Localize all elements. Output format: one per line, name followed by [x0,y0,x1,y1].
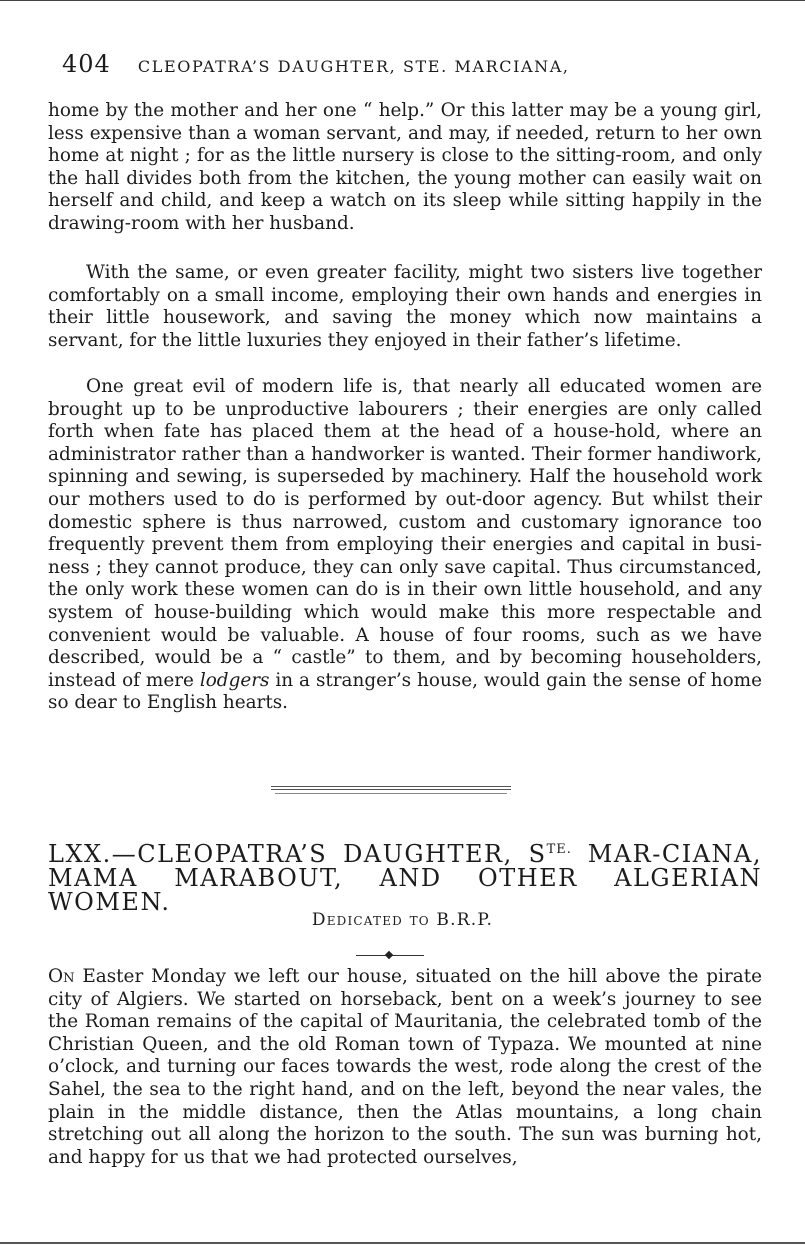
section-separator-rule-lower [275,793,507,794]
running-head: CLEOPATRA’S DAUGHTER, STE. MARCIANA, [137,57,570,76]
opening-word: On [48,966,75,987]
paragraph-educated-women [48,376,762,715]
diamond-ornament-icon [385,951,393,959]
ornamental-divider [356,951,424,961]
dedication: Dedicated to B.R.P. [311,910,494,930]
page-number: 404 [62,50,111,78]
paragraph-two-sisters [48,262,762,352]
paragraph-continued [48,100,762,236]
chapter-title-text-continued: MAR-CIANA, MAMA MARABOUT, AND OTHER ALGERIAN WOMEN. [48,840,762,916]
paragraph-easter-monday [48,966,762,1169]
chapter-title-text: LXX.—CLEOPATRA’S DAUGHTER, S [48,840,547,868]
paragraph-text: Easter Monday we left our house, situated on the hill above the pirate city of Algiers. We started on horseback, bent on a week’s journey to see the Roman remains of the capital of Mauritania, the celebrated tomb of the Christian Queen, and the old Roman town of Typaza. We mounted at nine o’clock, and turning our faces towards the west, rode along the crest of the Sahel, the sea to the right hand, and on the left, beyond the near vales, the plain in the middle distance, then the Atlas mountains, a long chain stretching out all along the horizon to the south. The sun was burning hot, and happy for us that we had protected ourselves, [48,966,762,1168]
emphasis-lodgers: lodgers [199,669,270,691]
paragraph-text: in a stranger’s house, would gain the sense of home so dear to English hearts. [48,669,763,714]
paragraph-text: home by the mother and her one “ help.” Or this latter may be a young girl, less expensive than a woman servant, and may, if needed, return to her own home at night ; for as the little nursery is close to the sitting-room, and only the hall divides both from the kitchen, the young mother can easily wait on herself and child, and keep a watch on its sleep while sitting happily in the drawing-room with her husband. [48,100,762,234]
page-header [62,50,762,84]
top-edge-rule [0,0,805,1]
bottom-edge-rule [0,1242,805,1244]
section-separator-rule [271,786,511,790]
paragraph-text: One great evil of modern life is, that nearly all educated women are brought up to be unproductive labourers ; their energies are only called forth when fate has placed them at the head of a house-hold, where an administrator rather than a handworker is wanted. Their former handiwork, spinning and sewing, is superseded by machinery. Half the household work our mothers used to do is performed by out-door agency. But whilst their domestic sphere is thus narrowed, custom and customary ignorance too frequently prevent them from employing their energies and capital in busi-ness ; they cannot produce, they can only save capital. Thus circumstanced, the only work these women can do is in their own little household, and any system of house-building which would make this more respectable and convenient would be valuable. A house of four rooms, such as we have described, would be a “ castle” to them, and by becoming householders, instead of mere [48,376,762,691]
chapter-title [48,838,762,914]
chapter-title-superscript: TE. [546,842,572,857]
paragraph-text: With the same, or even greater facility, might two sisters live together comfortably on a small income, employing their own hands and energies in their little housework, and saving the money which now maintains a servant, for the little luxuries they enjoyed in their father’s lifetime. [48,262,762,351]
